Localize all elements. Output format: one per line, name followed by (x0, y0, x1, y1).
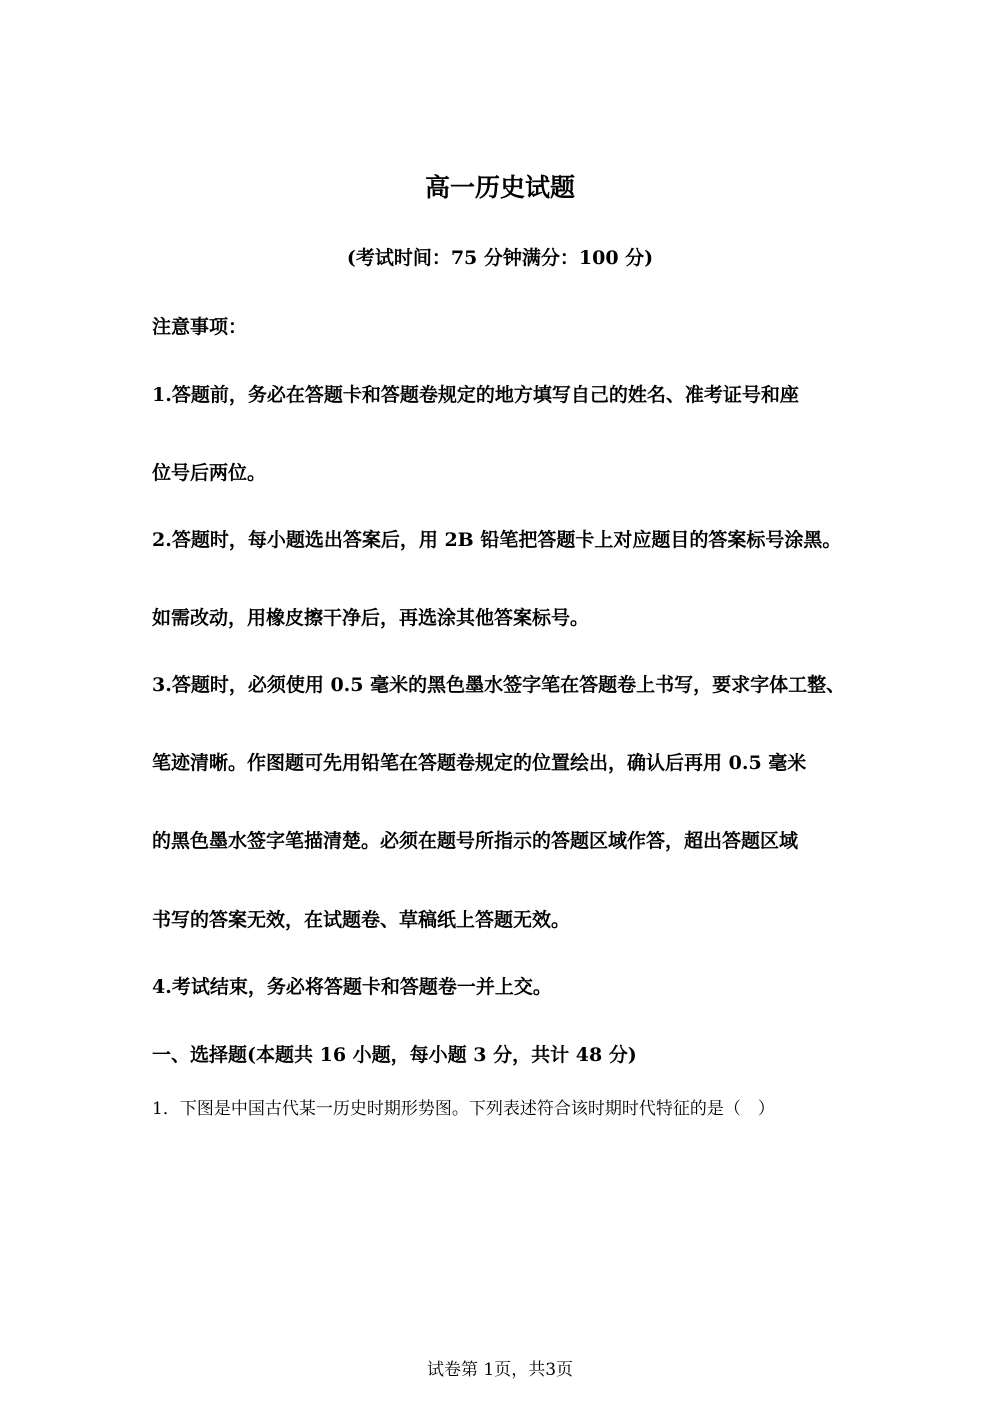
notice-line: 笔迹清晰。作图题可先用铅笔在答题卷规定的位置绘出，确认后再用 0.5 毫米 (152, 752, 807, 774)
notice-line: 如需改动，用橡皮擦干净后，再选涂其他答案标号。 (152, 607, 590, 629)
page-footer: 试卷第 1页，共3页 (426, 1360, 574, 1380)
exam-title: 高一历史试题 (424, 173, 575, 202)
notice-line: 1.答题前，务必在答题卡和答题卷规定的地方填写自己的姓名、准考证号和座 (152, 384, 799, 406)
notice-line: 的黑色墨水签字笔描清楚。必须在题号所指示的答题区域作答，超出答题区域 (152, 830, 799, 852)
notice-line: 书写的答案无效，在试题卷、草稿纸上答题无效。 (152, 909, 571, 931)
notice-heading: 注意事项： (152, 316, 248, 338)
section-heading: 一、选择题(本题共 16 小题，每小题 3 分，共计 48 分) (152, 1044, 637, 1066)
notice-line: 位号后两位。 (152, 462, 267, 484)
notice-line: 4.考试结束，务必将答题卡和答题卷一并上交。 (152, 976, 552, 998)
notice-line: 2.答题时，每小题选出答案后，用 2B 铅笔把答题卡上对应题目的答案标号涂黑。 (152, 529, 842, 551)
exam-subtitle: (考试时间：75 分钟满分：100 分) (346, 247, 654, 269)
question-1: 1．下图是中国古代某一历史时期形势图。下列表述符合该时期时代特征的是（ ） (152, 1099, 775, 1119)
notice-line: 3.答题时，必须使用 0.5 毫米的黑色墨水签字笔在答题卷上书写，要求字体工整、 (152, 674, 846, 696)
